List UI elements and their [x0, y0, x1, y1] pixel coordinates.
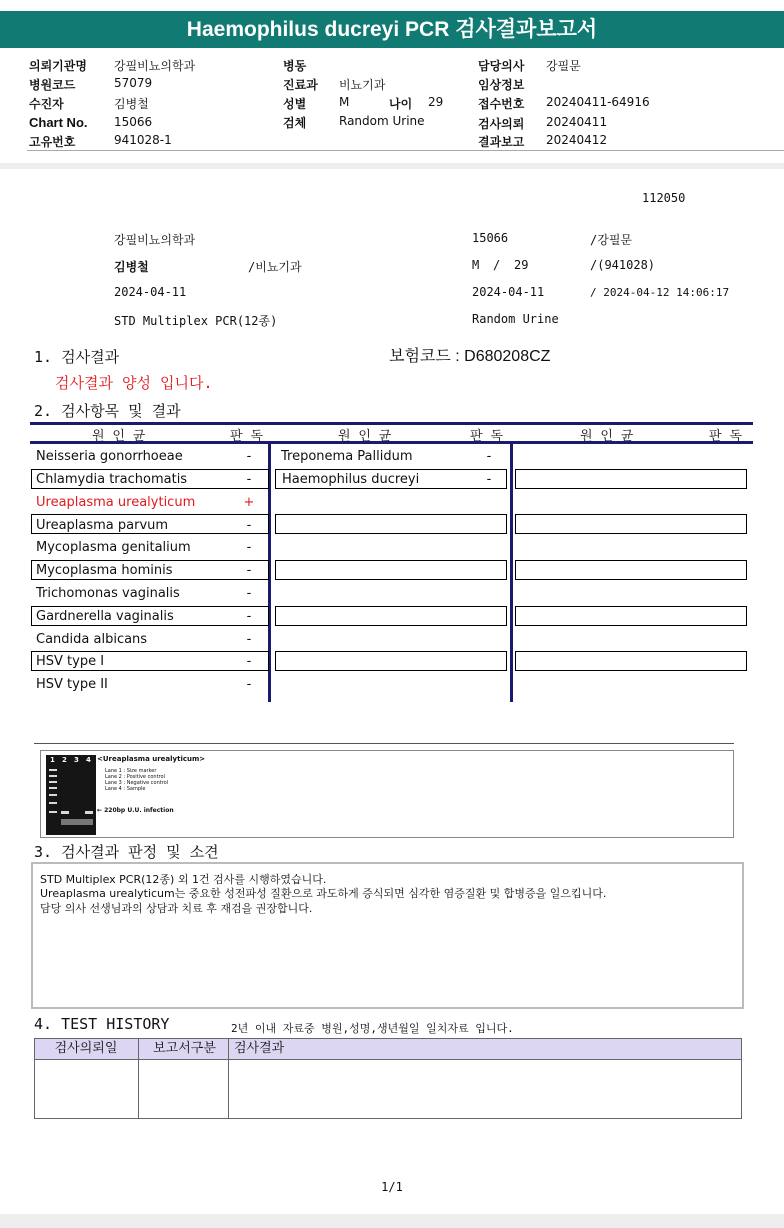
- pathogen-result: -: [246, 654, 252, 669]
- pathogen-name: Ureaplasma parvum: [36, 518, 169, 533]
- pathogen-name: Gardnerella vaginalis: [36, 609, 174, 624]
- pathogen-name: Candida albicans: [36, 632, 148, 647]
- gel-sample-band: [85, 811, 93, 814]
- opinion-line: STD Multiplex PCR(12종) 외 1건 검사를 시행하였습니다.: [40, 873, 327, 886]
- row-box: [515, 606, 747, 626]
- gel-legend-item: Lane 4 : Sample: [105, 786, 146, 792]
- section1-heading: 1. 검사결과: [34, 348, 120, 366]
- gel-ladder-band: [49, 781, 57, 783]
- value-report-date: 20240412: [546, 133, 608, 147]
- gel-lane-number: 4: [86, 756, 91, 764]
- opinion-box: [31, 862, 744, 1009]
- pathogen-name: Neisseria gonorrhoeae: [36, 449, 183, 464]
- summary-doctor: /강필문: [590, 233, 633, 247]
- title-bar: [0, 11, 784, 48]
- label-specimen: 검체: [283, 116, 307, 130]
- value-doctor: 강필문: [546, 59, 581, 73]
- page-number: 1/1: [381, 1180, 403, 1194]
- history-col-divider: [138, 1039, 139, 1118]
- gel-title: <Ureaplasma urealyticum>: [97, 755, 206, 763]
- col3-pathogen-header: 원 인 균: [580, 429, 634, 444]
- label-clinical-info: 임상정보: [478, 78, 525, 92]
- value-receipt-no: 20240411-64916: [546, 95, 650, 109]
- label-request-date: 검사의뢰: [478, 117, 525, 131]
- pathogen-name: Haemophilus ducreyi: [282, 472, 420, 487]
- value-unique-no: 941028-1: [114, 133, 172, 147]
- table-divider-2: [510, 444, 513, 702]
- value-requesting-institution: 강필비뇨의학과: [114, 59, 196, 73]
- pathogen-result: -: [486, 449, 492, 464]
- history-col-request-date: 검사의뢰일: [54, 1041, 118, 1056]
- value-hospital-code: 57079: [114, 76, 153, 90]
- gel-legend-item: Lane 2 : Positive control: [105, 774, 165, 780]
- gel-ladder-band: [49, 775, 57, 777]
- summary-age: 29: [514, 258, 529, 272]
- label-patient: 수진자: [29, 97, 64, 111]
- gel-ladder-band: [49, 769, 57, 771]
- history-table: [34, 1038, 742, 1119]
- gel-band-label: ← 220bp U.U. infection: [97, 807, 174, 814]
- pathogen-result: -: [246, 586, 252, 601]
- gel-ladder-band: [49, 811, 57, 813]
- pathogen-result-positive: +: [243, 495, 255, 510]
- gel-lane-number: 2: [62, 756, 67, 764]
- gel-ladder-band: [49, 794, 57, 796]
- summary-dept: /비뇨기과: [248, 260, 302, 274]
- pathogen-result: -: [246, 563, 252, 578]
- row-box: [275, 651, 507, 671]
- opinion-line: Ureaplasma urealyticum는 중요한 성전파성 질환으로 과도하게 증식되면 심각한 염증질환 및 합병증을 일으킵니다.: [40, 887, 607, 900]
- label-chart-no: Chart No.: [29, 115, 88, 130]
- gel-positive-band: [61, 811, 69, 814]
- row-box: [515, 514, 747, 534]
- pathogen-name-positive: Ureaplasma urealyticum: [36, 495, 196, 510]
- result-summary-text: 검사결과 양성 입니다.: [55, 374, 213, 392]
- header-gap-bar: [0, 163, 784, 169]
- gel-ladder-band: [49, 787, 57, 789]
- pathogen-name: Chlamydia trachomatis: [36, 472, 188, 487]
- value-specimen: Random Urine: [339, 114, 425, 128]
- label-ward: 병동: [283, 59, 307, 73]
- gel-top-rule: [34, 743, 734, 744]
- section3-heading: 3. 검사결과 판정 및 소견: [34, 843, 219, 861]
- value-sex: M: [339, 95, 350, 109]
- row-box: [275, 560, 507, 580]
- opinion-line: 담당 의사 선생님과의 상담과 치료 후 재검을 권장합니다.: [40, 902, 313, 915]
- row-box: [515, 560, 747, 580]
- summary-sex: M: [472, 258, 480, 272]
- pathogen-name: Mycoplasma genitalium: [36, 540, 191, 555]
- value-patient: 김병철: [114, 97, 149, 111]
- col2-pathogen-header: 원 인 균: [338, 429, 392, 444]
- value-department: 비뇨기과: [339, 78, 386, 92]
- pathogen-name: Treponema Pallidum: [281, 449, 413, 464]
- history-col-divider: [228, 1039, 229, 1118]
- header-divider: [27, 150, 784, 151]
- gel-primer-smear: [61, 819, 93, 825]
- value-age: 29: [428, 95, 444, 109]
- label-hospital-code: 병원코드: [29, 78, 76, 92]
- summary-request-date: 2024-04-11: [114, 285, 187, 299]
- row-box: [515, 469, 747, 489]
- label-age: 나이: [389, 97, 413, 111]
- row-box: [515, 651, 747, 671]
- summary-specimen: Random Urine: [472, 312, 559, 326]
- summary-report-datetime: / 2024-04-12 14:06:17: [590, 286, 730, 299]
- label-sex: 성별: [283, 97, 307, 111]
- label-report-date: 결과보고: [478, 135, 525, 149]
- gel-ladder-band: [49, 802, 57, 804]
- gel-legend-item: Lane 3 : Negative control: [105, 780, 169, 786]
- col3-judge-header: 판 독: [709, 429, 742, 444]
- col1-pathogen-header: 원 인 균: [92, 429, 146, 444]
- section4-heading: 4. TEST HISTORY: [34, 1015, 170, 1033]
- summary-clinic: 강필비뇨의학과: [114, 233, 196, 247]
- gel-lane-number: 1: [50, 756, 55, 764]
- pathogen-result: -: [486, 472, 492, 487]
- summary-slash: /: [493, 258, 501, 272]
- pathogen-name: HSV type II: [36, 677, 108, 692]
- pathogen-result: -: [246, 449, 252, 464]
- pathogen-result: -: [246, 472, 252, 487]
- gel-electrophoresis-image: [46, 755, 96, 835]
- report-title: Haemophilus ducreyi PCR 검사결과보고서: [186, 18, 598, 41]
- footer-bar: [0, 1214, 784, 1228]
- pathogen-result: -: [246, 677, 252, 692]
- gel-lane-number: 3: [74, 756, 79, 764]
- pathogen-name: HSV type I: [36, 654, 105, 669]
- col1-judge-header: 판 독: [230, 429, 263, 444]
- summary-receive-date: 2024-04-11: [472, 285, 545, 299]
- pathogen-name: Trichomonas vaginalis: [36, 586, 180, 601]
- pathogen-name: Mycoplasma hominis: [36, 563, 173, 578]
- summary-patient: 김병철: [114, 260, 149, 274]
- value-chart-no: 15066: [114, 115, 153, 129]
- row-box: [275, 514, 507, 534]
- pathogen-result: -: [246, 632, 252, 647]
- gel-figure: [40, 750, 734, 838]
- pathogen-result: -: [246, 609, 252, 624]
- pathogen-result: -: [246, 540, 252, 555]
- pathogen-result: -: [246, 518, 252, 533]
- label-doctor: 담당의사: [478, 59, 525, 73]
- summary-test-name: STD Multiplex PCR(12종): [114, 314, 278, 328]
- row-box: [275, 606, 507, 626]
- gel-legend-item: Lane 1 : Size marker: [105, 768, 157, 774]
- section2-heading: 2. 검사항목 및 결과: [34, 402, 181, 420]
- col2-judge-header: 판 독: [470, 429, 503, 444]
- history-col-report-type: 보고서구분: [153, 1041, 216, 1056]
- summary-code: 112050: [642, 191, 686, 205]
- value-request-date: 20240411: [546, 115, 608, 129]
- summary-birth: /(941028): [590, 258, 656, 272]
- label-department: 진료과: [283, 78, 318, 92]
- insurance-code: 보험코드 : D680208CZ: [389, 348, 551, 365]
- label-requesting-institution: 의뢰기관명: [29, 59, 87, 73]
- summary-chart: 15066: [472, 231, 509, 245]
- label-unique-no: 고유번호: [29, 135, 76, 149]
- label-receipt-no: 접수번호: [478, 97, 525, 111]
- history-note: 2년 이내 자료중 병원,성명,생년월일 일치자료 입니다.: [231, 1022, 514, 1035]
- history-col-result: 검사결과: [234, 1041, 285, 1056]
